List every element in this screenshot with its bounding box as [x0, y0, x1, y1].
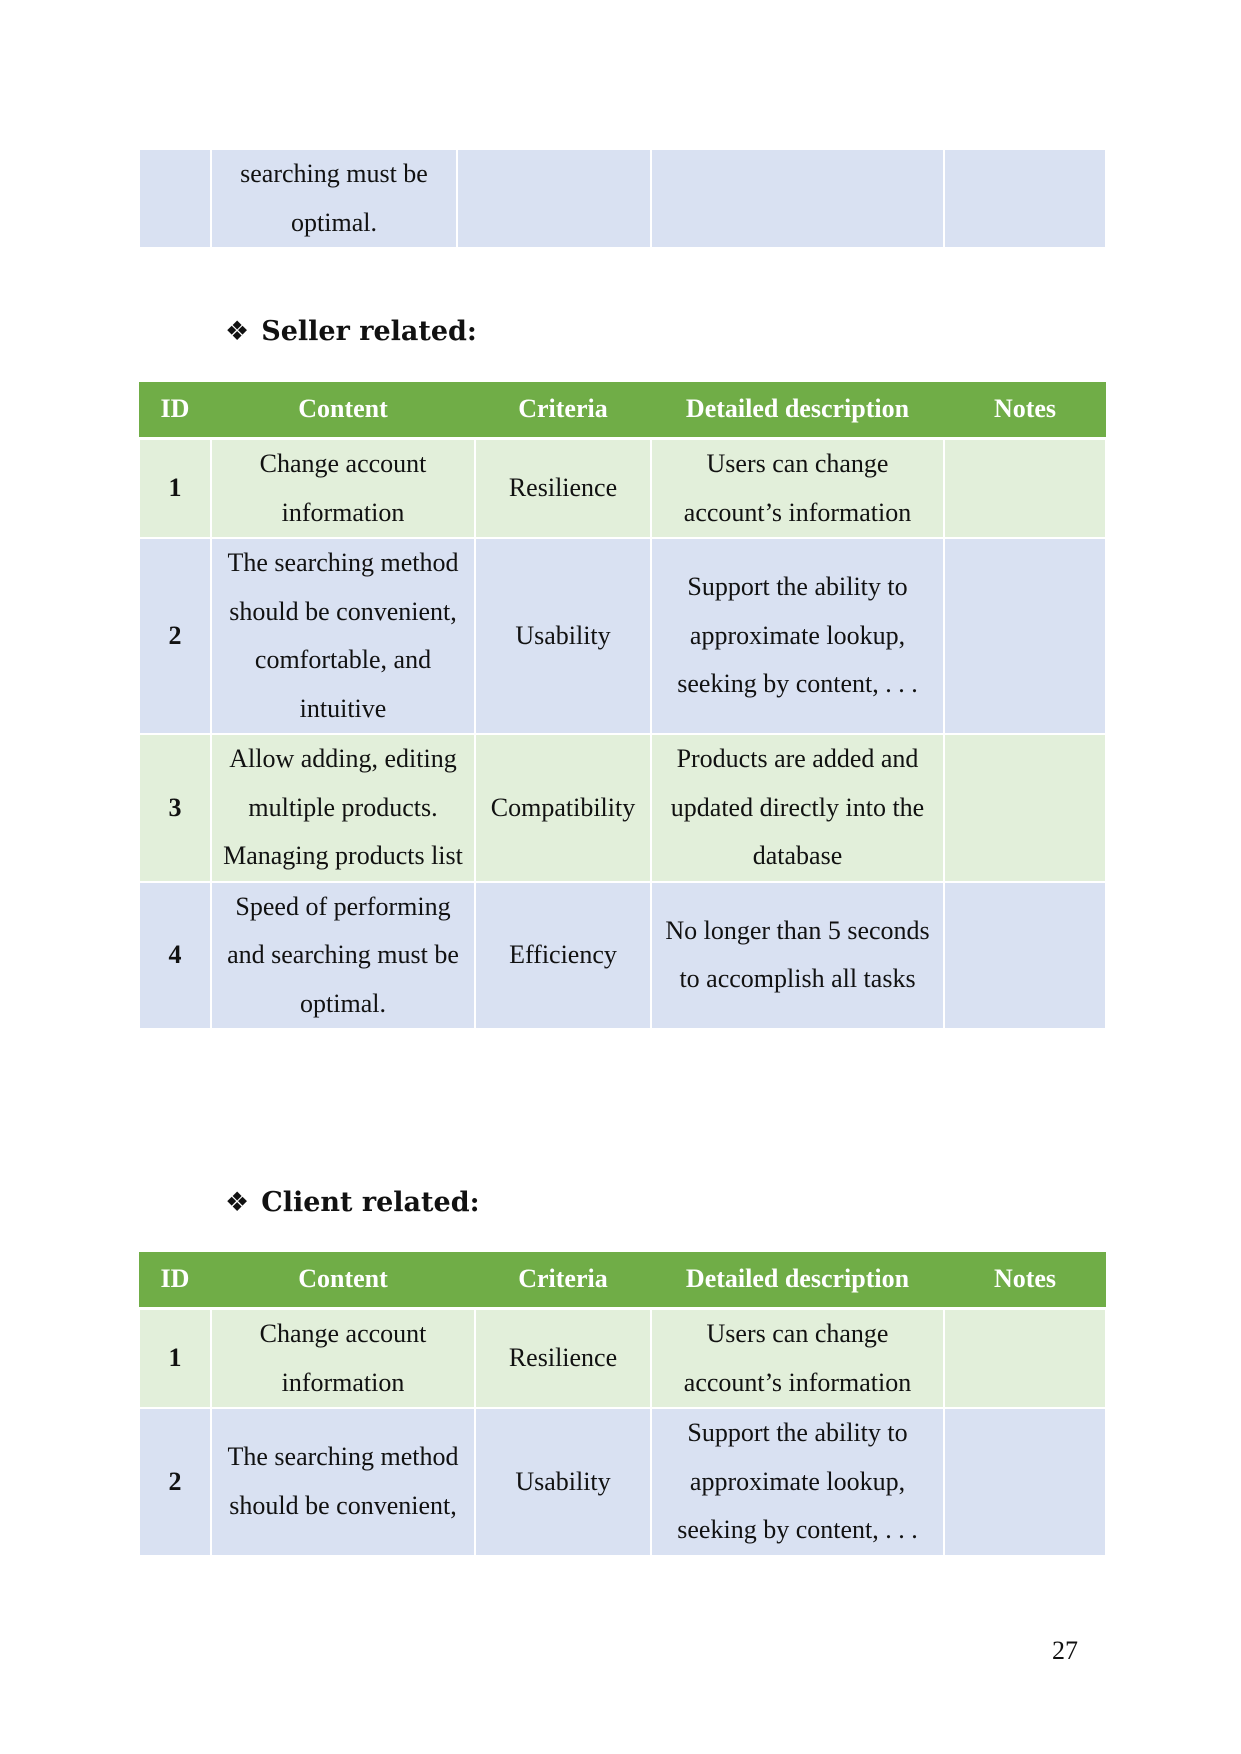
table-row: [139, 439, 1106, 539]
table-row: [139, 1309, 1106, 1409]
id-cell: 1: [139, 439, 211, 539]
table-row: [139, 1408, 1106, 1556]
client-table: [138, 1250, 1107, 1557]
seller-heading-text: Seller related:: [261, 316, 477, 347]
notes-cell: [944, 149, 1106, 248]
seller-heading: [225, 316, 477, 347]
content-cell: The searching method should be convenient,: [211, 1408, 475, 1556]
notes-cell: [944, 1309, 1106, 1409]
page-number: 27: [1052, 1636, 1078, 1665]
criteria-cell: Resilience: [475, 1309, 651, 1409]
client-heading: [225, 1187, 480, 1218]
table-row: [139, 538, 1106, 734]
header-description: Detailed description: [651, 381, 944, 439]
id-cell: 1: [139, 1309, 211, 1409]
id-cell: 3: [139, 734, 211, 882]
table-row: [139, 882, 1106, 1030]
seller-table: [138, 380, 1107, 1030]
table-row: [139, 734, 1106, 882]
notes-cell: [944, 439, 1106, 539]
criteria-cell: Compatibility: [475, 734, 651, 882]
header-notes: Notes: [944, 1251, 1106, 1309]
content-cell: The searching method should be convenient, comfortable, and intuitive: [211, 538, 475, 734]
description-cell: [651, 149, 944, 248]
continuation-table: [138, 148, 1107, 249]
criteria-cell: Efficiency: [475, 882, 651, 1030]
content-cell: Change account information: [211, 1309, 475, 1409]
description-cell: Users can change account’s information: [651, 1309, 944, 1409]
content-cell: Allow adding, editing multiple products. Managing products list: [211, 734, 475, 882]
client-heading-text: Client related:: [261, 1187, 480, 1218]
table-row: [139, 149, 1106, 248]
criteria-cell: Resilience: [475, 439, 651, 539]
id-cell: 2: [139, 1408, 211, 1556]
criteria-cell: Usability: [475, 1408, 651, 1556]
content-cell: Change account information: [211, 439, 475, 539]
criteria-cell: [457, 149, 651, 248]
notes-cell: [944, 1408, 1106, 1556]
id-cell: 2: [139, 538, 211, 734]
description-cell: Users can change account’s information: [651, 439, 944, 539]
table-header-row: [139, 1251, 1106, 1309]
description-cell: Support the ability to approximate lookup, seeking by content, . . .: [651, 538, 944, 734]
notes-cell: [944, 538, 1106, 734]
header-content: Content: [211, 381, 475, 439]
header-description: Detailed description: [651, 1251, 944, 1309]
notes-cell: [944, 734, 1106, 882]
content-cell: searching must be optimal.: [211, 149, 457, 248]
notes-cell: [944, 882, 1106, 1030]
header-id: ID: [139, 381, 211, 439]
id-cell: 4: [139, 882, 211, 1030]
description-cell: Support the ability to approximate lookup, seeking by content, . . .: [651, 1408, 944, 1556]
description-cell: No longer than 5 seconds to accomplish all tasks: [651, 882, 944, 1030]
table-header-row: [139, 381, 1106, 439]
header-criteria: Criteria: [475, 381, 651, 439]
content-cell: Speed of performing and searching must be optimal.: [211, 882, 475, 1030]
header-criteria: Criteria: [475, 1251, 651, 1309]
header-id: ID: [139, 1251, 211, 1309]
diamond-bullet-icon: ❖: [225, 316, 250, 347]
id-cell: [139, 149, 211, 248]
header-notes: Notes: [944, 381, 1106, 439]
description-cell: Products are added and updated directly into the database: [651, 734, 944, 882]
diamond-bullet-icon: ❖: [225, 1187, 250, 1218]
header-content: Content: [211, 1251, 475, 1309]
criteria-cell: Usability: [475, 538, 651, 734]
